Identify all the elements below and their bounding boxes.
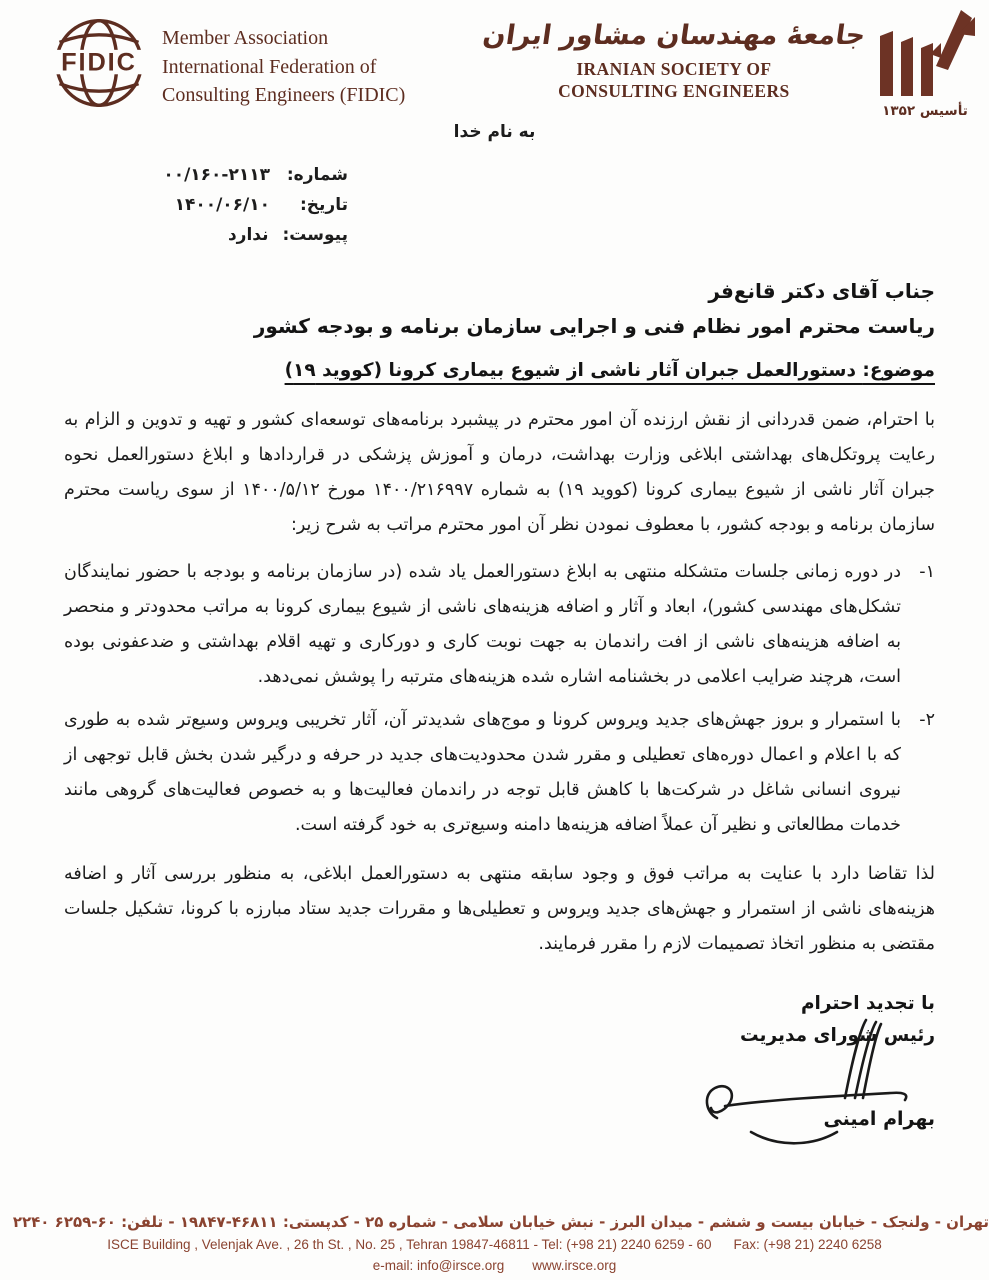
list-marker-1: ۱- — [919, 562, 935, 582]
letter-meta — [48, 160, 348, 250]
footer-fa-tel: ۲۲۴۰ ۶۲۵۹-۶۰ — [12, 1213, 116, 1231]
subject-text: دستورالعمل جبران آثار ناشی از شیوع بیماری کرونا (کووید ۱۹) — [284, 360, 863, 381]
recipient-block — [0, 274, 989, 344]
signature-title: رئیس شورای مدیریت — [739, 1025, 935, 1046]
letter-attachment-value: ندارد — [227, 225, 269, 245]
letter-attachment-label: پیوست: — [282, 225, 348, 245]
recipient-name: جناب آقای دکتر قانع‌فر — [708, 279, 935, 303]
fidic-member-block — [52, 16, 405, 114]
isce-logo-icon — [874, 6, 976, 98]
list-item-1 — [64, 555, 935, 695]
fidic-line-2: International Federation of — [162, 55, 377, 78]
isce-title-farsi: جامعۀ مهندسان مشاور ایران — [480, 20, 868, 51]
signature-name: بهرام امینی — [823, 1108, 935, 1130]
list-text-2: با استمرار و بروز جهش‌های جدید ویروس کرونا و موج‌های شدیدتر آن، آثار تخریبی ویروس وسیع‌تر شده به طوری که با اعلام و اعمال دوره‌های تعطیلی و مقرر شدن محدودیت‌های جدید در حرفه و درگیر شدن بخش قابل توجهی از نیروی انسانی شاغل در شرکت‌ها با کاهش قابل توجه در راندمان فعالیت‌ها و به خصوص فعالیت‌های گروهی مانند خدمات مطالعاتی و نظیر آن عملاً اضافه هزینه‌ها دامنه وسیع‌تری به خود گرفته است. — [64, 710, 901, 835]
isce-society-titles — [480, 6, 868, 102]
letter-date-row — [48, 190, 348, 220]
letterhead — [0, 0, 989, 122]
letter-attachment-row — [48, 220, 348, 250]
isce-established-text: تأسیس ۱۳۵۲ — [882, 103, 968, 119]
letter-date-label: تاریخ: — [300, 195, 348, 215]
fidic-line-1: Member Association — [162, 27, 329, 49]
list-marker-2: ۲- — [919, 710, 935, 730]
signature-block — [0, 988, 989, 1134]
subject-line — [0, 360, 989, 381]
letter-number-label: شماره: — [286, 165, 348, 185]
footer-en-address-tel: ISCE Building , Velenjak Ave. , 26 th St. , No. 25 , Tehran 19847-46811 - Tel: (+98 21) 2240 6259 - 60 — [107, 1237, 712, 1252]
isce-logo-mark — [873, 6, 977, 119]
fidic-logo-text: FIDIC — [61, 48, 137, 77]
isce-title-english: IRANIAN SOCIETY OF CONSULTING ENGINEERS — [558, 59, 790, 101]
page-footer — [0, 1210, 989, 1276]
footer-contact-line — [0, 1255, 989, 1276]
footer-en-fax: Fax: (+98 21) 2240 6258 — [733, 1237, 882, 1252]
letter-number-value: ۰۰/۱۶۰-۲۱۱۳ — [163, 165, 270, 185]
footer-website: www.irsce.org — [532, 1258, 617, 1273]
letter-body — [0, 403, 989, 962]
closing-paragraph: لذا تقاضا دارد با عنایت به مراتب فوق و وجود سابقه منتهی به دستورالعمل ابلاغی، به منظور بررسی آثار و اضافه هزینه‌های ناشی از استمرار و جهش‌های جدید ویروس و تعطیلی‌ها و مقررات جدید ستاد مبارزه با کرونا، تشکیل جلسات مقتضی به منظور اتخاذ تصمیمات لازم را مقرر فرمایند. — [64, 864, 935, 954]
footer-farsi-line — [0, 1210, 989, 1234]
recipient-position: ریاست محترم امور نظام فنی و اجرایی سازمان برنامه و بودجه کشور — [253, 314, 935, 338]
letter-date-value: ۱۴۰۰/۰۶/۱۰ — [174, 195, 270, 215]
footer-fa-address: تهران - ولنجک - خیابان بیست و ششم - میدان البرز - نبش خیابان سلامی - شماره ۲۵ - کدپستی: — [277, 1213, 989, 1231]
letter-number-row — [48, 160, 348, 190]
footer-fa-postal: ۱۹۸۴۷-۴۶۸۱۱ — [179, 1213, 278, 1231]
subject-label: موضوع: — [862, 360, 935, 381]
bismillah-text: به نام خدا — [453, 122, 536, 142]
footer-fa-tel-label: - تلفن: — [115, 1213, 180, 1231]
isce-society-block — [480, 6, 977, 119]
fidic-member-text — [162, 16, 405, 110]
footer-english-line — [0, 1234, 989, 1255]
fidic-line-3: Consulting Engineers (FIDIC) — [162, 84, 406, 106]
signature-salutation: با تجدید احترام — [800, 993, 935, 1014]
list-item-2 — [64, 703, 935, 843]
fidic-globe-icon — [52, 16, 146, 114]
footer-email: e-mail: info@irsce.org — [372, 1258, 505, 1273]
intro-paragraph: با احترام، ضمن قدردانی از نقش ارزنده آن امور محترم در پیشبرد برنامه‌های توسعه‌ای کشور و تهیه و تدوین و الزام به رعایت پروتکل‌های بهداشتی ابلاغی وزارت بهداشت، درمان و آموزش پزشکی در قراردادها و ابلاغ دستورالعمل نحوه جبران آثار ناشی از شیوع بیماری کرونا (کووید ۱۹) به شماره ۱۴۰۰/۲۱۶۹۹۷ مورخ ۱۴۰۰/۵/۱۲ از سوی ریاست محترم سازمان برنامه و بودجه کشور، با معطوف نمودن نظر آن امور محترم مراتب به شرح زیر: — [64, 410, 935, 535]
list-text-1: در دوره زمانی جلسات متشکله منتهی به ابلاغ دستورالعمل یاد شده (در سازمان برنامه و بودجه با حضور نمایندگان تشکل‌های مهندسی کشور)، ابعاد و آثار و اضافه هزینه‌های ناشی از شیوع بیماری کرونا به مراتب محدودتر و منحصر به اضافه هزینه‌های ناشی از افت راندمان به جهت نوبت کاری و دورکاری و تهیه اقلام بهداشتی و ضدعفونی بوده است، هرچند ضرایب اعلامی در بخشنامه اشاره شده هزینه‌های مترتبه را پوشش نمی‌دهد. — [64, 562, 901, 687]
